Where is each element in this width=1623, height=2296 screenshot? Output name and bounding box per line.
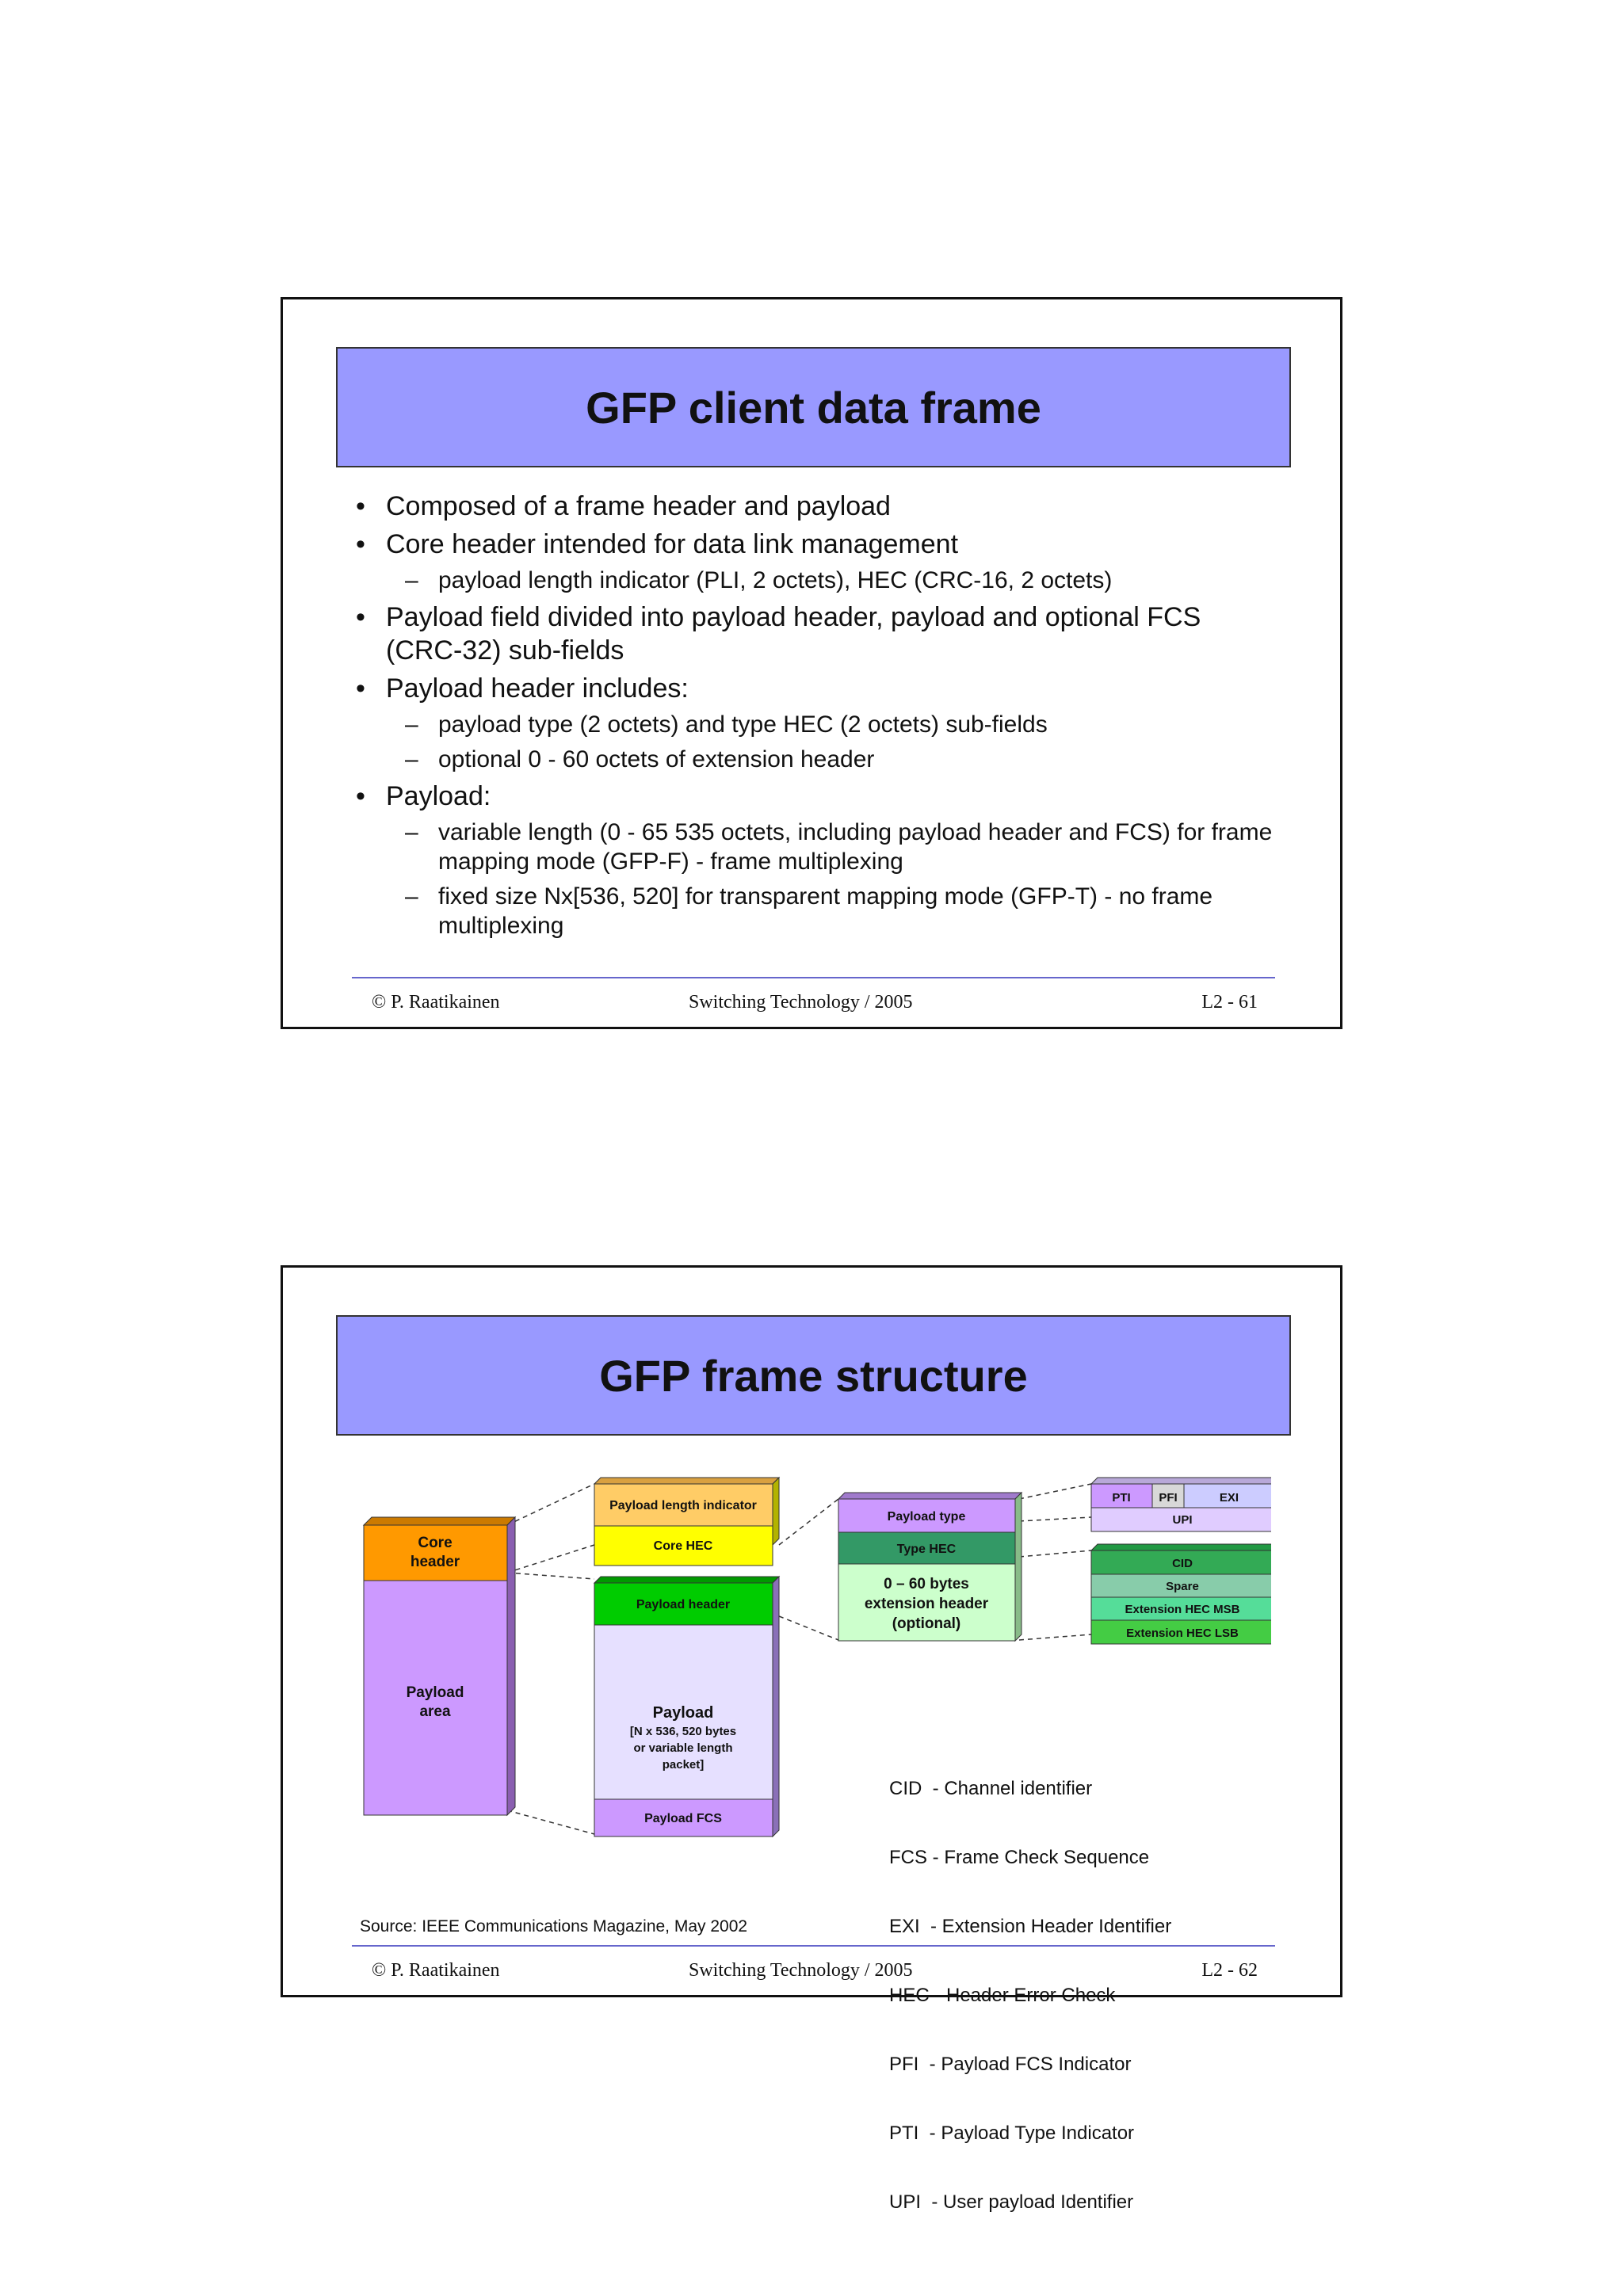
footer-divider [352,977,1275,978]
footer-page-number: L2 - 62 [1201,1960,1258,1981]
payload-fcs-label: Payload FCS [644,1812,722,1825]
legend-item: PTI - Payload Type Indicator [889,2122,1135,2144]
payload-area-block [364,1581,507,1815]
type-hec-label: Type HEC [896,1543,957,1556]
sub-bullet-item: – fixed size Nx[536, 520] for transparent mapping mode (GFP-T) - no frame multiplexing [356,882,1275,940]
legend-item: EXI - Extension Header Identifier [889,1916,1172,1937]
legend-item: FCS - Frame Check Sequence [889,1847,1150,1868]
exi-label: EXI [1219,1491,1239,1505]
ext-hec-lsb-label: Extension HEC LSB [1126,1627,1239,1640]
core-header-label: header [410,1554,460,1570]
legend-item: CID - Channel identifier [889,1778,1093,1799]
sub-bullet-item: – payload length indicator (PLI, 2 octets), HEC (CRC-16, 2 octets) [356,566,1275,595]
payload-label: Payload [652,1704,714,1722]
extension-header-fields [1091,1544,1271,1644]
footer-page-number: L2 - 61 [1201,992,1258,1013]
ext-hec-msb-label: Extension HEC MSB [1125,1603,1240,1616]
bullet-item: • Core header intended for data link management [356,528,1275,561]
sub-bullet-item: – optional 0 - 60 octets of extension header [356,745,1275,774]
footer-divider [352,1945,1275,1947]
payload-area-label: area [419,1703,451,1720]
payload-note-line: packet] [662,1758,705,1772]
core-hec-label: Core HEC [653,1539,713,1553]
source-note: Source: IEEE Communications Magazine, May 2002 [360,1917,748,1936]
extension-header-label: 0 – 60 bytes [884,1576,969,1592]
sub-bullet-item: – payload type (2 octets) and type HEC (2 octets) sub-fields [356,710,1275,739]
bullet-list [356,490,1275,946]
footer-course: Switching Technology / 2005 [689,992,913,1013]
sub-bullet-item: – variable length (0 - 65 535 octets, including payload header and FCS) for frame mapping mode (GFP-F) - frame multiplexing [356,818,1275,876]
legend-item: HEC - Header Error Check [889,1985,1116,2006]
bullet-item: • Composed of a frame header and payload [356,490,1275,523]
upi-label: UPI [1172,1513,1193,1527]
payload-header-label: Payload header [636,1598,731,1611]
extension-header-label: (optional) [892,1615,961,1632]
bullet-item: • Payload: [356,780,1275,813]
spare-label: Spare [1166,1580,1199,1593]
pli-label: Payload length indicator [609,1499,757,1512]
cid-label: CID [1172,1557,1193,1570]
core-header-label: Core [418,1535,453,1551]
payload-fcs-block [594,1799,773,1836]
payload-type-label: Payload type [887,1510,966,1524]
slide-l2-61 [281,297,1342,1029]
bullet-item: • Payload header includes: [356,672,1275,705]
extension-header-label: extension header [864,1596,989,1612]
payload-block [594,1625,773,1799]
slide-title: GFP client data frame [336,347,1291,467]
slide-title: GFP frame structure [336,1315,1291,1436]
type-hec-block [838,1532,1015,1564]
payload-note-line: [N x 536, 520 bytes [629,1725,737,1738]
legend-item: UPI - User payload Identifier [889,2191,1134,2213]
payload-type-fields [1091,1478,1271,1531]
payload-area-label: Payload [406,1684,464,1701]
core-hec-block [594,1526,773,1566]
bullet-item: • Payload field divided into payload header, payload and optional FCS (CRC-32) sub-fields [356,601,1275,667]
extension-header-block [838,1564,1015,1641]
payload-note-line: or variable length [633,1741,733,1755]
pfi-label: PFI [1159,1491,1178,1505]
pti-label: PTI [1112,1491,1131,1505]
footer-author: © P. Raatikainen [372,1960,500,1981]
footer-course: Switching Technology / 2005 [689,1960,913,1981]
legend-item: PFI - Payload FCS Indicator [889,2054,1132,2075]
abbreviation-legend [889,1731,1171,2260]
footer-author: © P. Raatikainen [372,992,500,1013]
slide-l2-62 [281,1265,1342,2213]
